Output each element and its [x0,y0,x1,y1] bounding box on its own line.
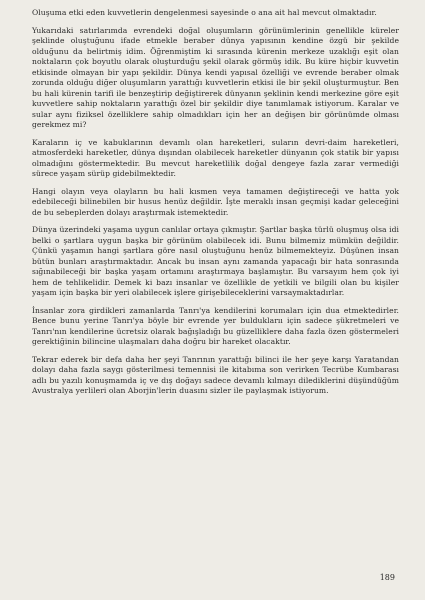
paragraph-7: Tekrar ederek bir defa daha her şeyi Tanrının yarattığı bilinci ile her şeye karşı Yaratandan dolayı daha fazla saygı gösterilmesi temennisi ile kitabıma son verirken Tecrübe Kumbarası adlı bu yazılı konuşmamda iç ve dış doğayı sadece devamlı kılmayı dilediklerini düşündüğüm Avustralya yerlileri olan Aborjin'lerin duasını sizler ile paylaşmak istiyorum. [32,354,399,395]
paragraph-6: İnsanlar zora girdikleri zamanlarda Tanrı'ya kendilerini korumaları için dua etmektedirler. Bence bunu yerine Tanrı'ya böyle bir evrende yer bulduklarıı için sadece şükretmeleri ve Tanrı'nın kendilerine ücretsiz olarak bağışladığı bu güzelliklere daha fazla özen göstermeleri gerektiğinin bilincine ulaşmaları daha doğru bir hareket olacaktır. [32,305,399,346]
paragraph-4: Hangi olayın veya olayların bu hali kısmen veya tamamen değiştireceği ve hatta yok edebileceği bilinebilen bir husus henüz değildir. İşte meraklı insan geçmişi kadar geleceğini de bu sebeplerden dolayı araştırmak istemektedir. [32,186,399,217]
page-number: 189 [379,573,395,582]
paragraph-5: Dünya üzerindeki yaşama uygun canlılar ortaya çıkmıştır. Şartlar başka türlü oluşmuş olsa idi belki o şartlara uygun başka bir görünüm olabilecek idi. Bunu bilmemiz mümkün değildir. Çünkü yaşamın hangi şartlara göre nasıl oluştuğunu henüz bilmemekteyiz. Düşünen insan bütün bunları araştırmaktadır. Ancak bu insan aynı zamanda yapacağı bir hata sonrasında sığınabileceği bir başka yaşam ortamını araştırmaya başlamıştır. Bu varsayım hem çok iyi hem de tehlikelidir. Demek ki bazı insanlar ve özellikle de yetkili ve bilgili olan bu kişiler yaşam için başka bir yeri olabilecek işlere girişebileceklerini varsaymaktadırlar. [32,225,399,297]
paragraph-3: Karaların iç ve kabuklarının devamlı olan hareketleri, suların devri-daim hareketleri, atmosferdeki hareketler, dünya dışından olabilecek hareketler dünyanın çok statik bir yapısı olmadığını göstermektedir. Bu mevcut hareketlilik doğal dengeye fazla zarar vermediği sürece yaşam sürüp gidebilmektedir. [32,137,399,178]
paragraph-2: Yukarıdaki satırlarımda evrendeki doğal oluşumların görünümlerinin genellikle küreler şeklinde oluştuğunu ifade etmekle beraber dünya yapısının kendine özgü bir şekilde olduğunu da belirtmiş idim. Öğrenmiştim ki sırasında kürenin merkeze uzaklığı eşit olan noktaların çok boyutlu olarak oluşturduğu şekil olarak görmüş idik. Bu küre hiçbir kuvvetin etkisinde olmayan bir yapı şekildir. Dünya kendi yapısal özelliği ve evrende beraber olmak zorunda olduğu diğer oluşumların yarattığı kuvvetlerin etkisi ile bir şekil oluşturmuştur. Ben bu hali kürenin tarifi ile benzeştirip değiştirerek dünyanın şeklinin kendi merkezine göre eşit kuvvetlere sahip noktaların yarattığı özel bir şekildir diye tanımlamak istiyorum. Karalar ve sular aynı fiziksel özelliklere sahip olmadıkları için her an değişen bir görünümde olması gerekmez mi? [32,25,399,129]
paragraph-1: Oluşuma etki eden kuvvetlerin dengelenmesi sayesinde o ana ait hal mevcut olmaktadır. [32,8,377,17]
